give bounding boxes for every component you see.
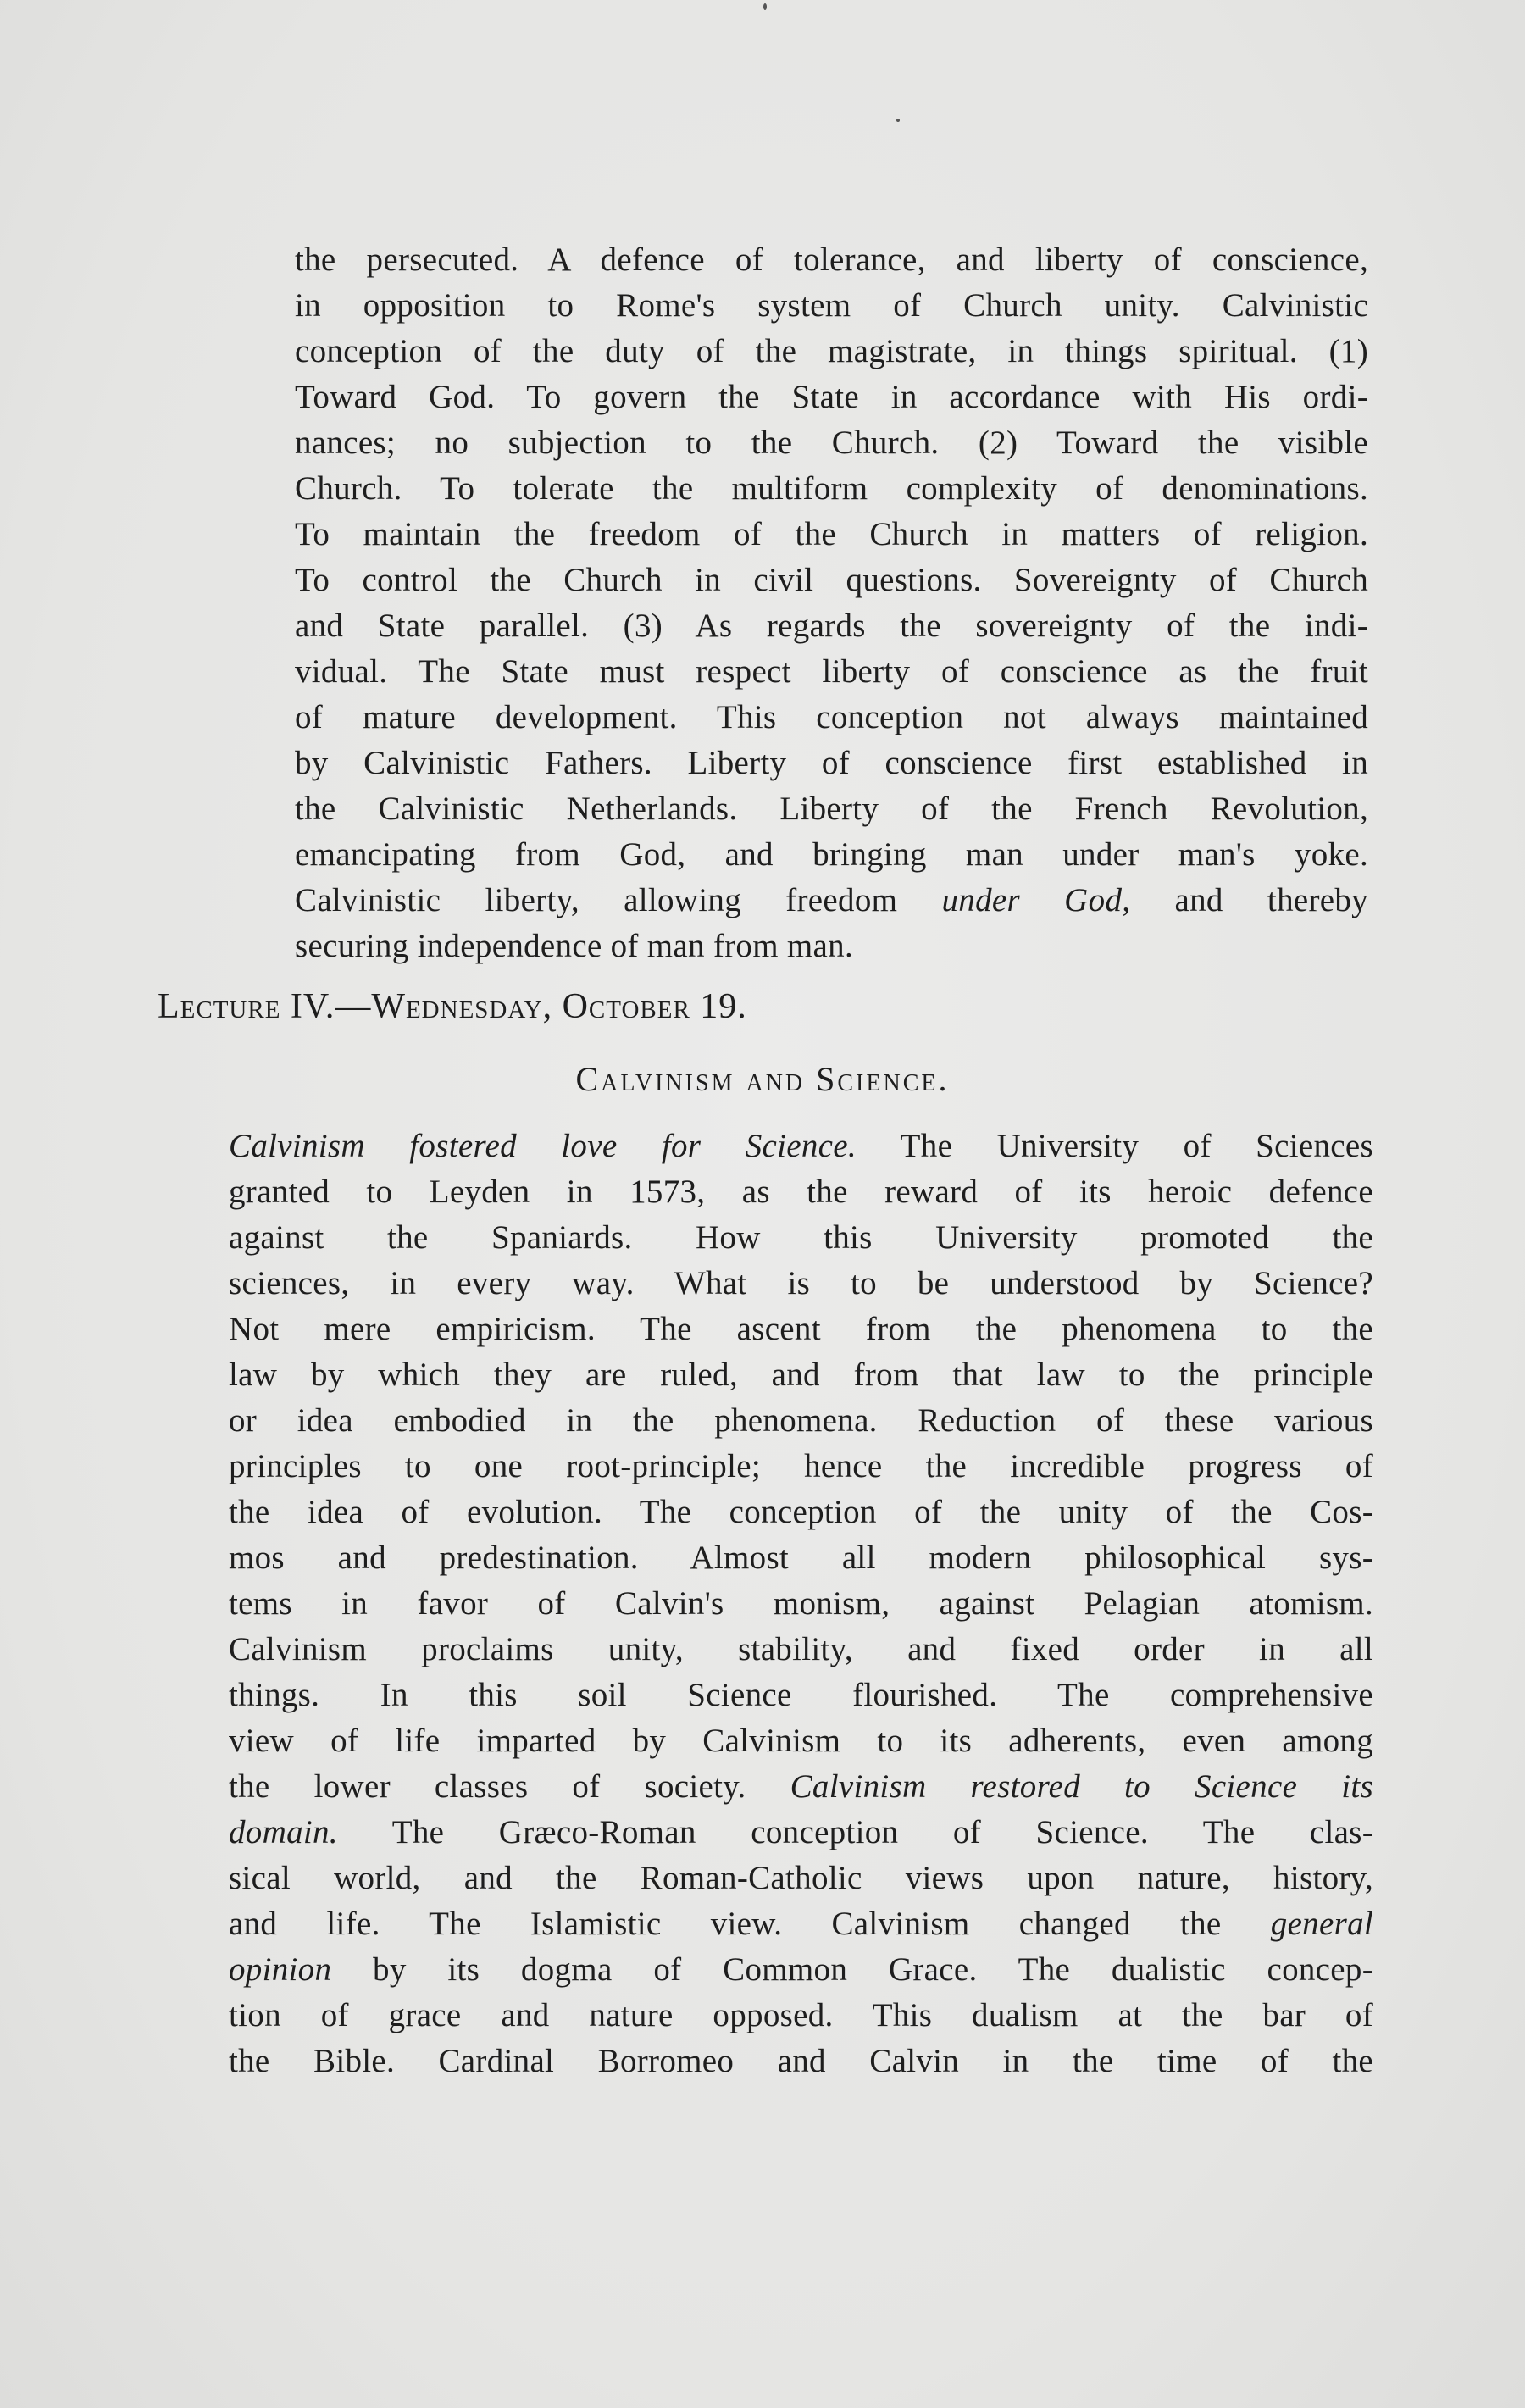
paragraph-persecuted (295, 237, 1368, 969)
text-line: sical world, and the Roman-Catholic views upon nature, history, (229, 1860, 1373, 1896)
text-line: emancipating from God, and bringing man under man's yoke. (295, 836, 1368, 873)
text-line-mixed (229, 1947, 1373, 1993)
text-line: tion of grace and nature opposed. This dualism at the bar of (229, 1997, 1373, 2033)
text-line: To control the Church in civil questions. Sovereignty of Church (295, 562, 1368, 598)
text-line: the Calvinistic Netherlands. Liberty of the French Revolution, (295, 791, 1368, 827)
ink-speck (763, 3, 767, 10)
text-run: by its dogma of Common Grace. The dualistic concep- (373, 1951, 1373, 1988)
paragraph-science (229, 1124, 1373, 2084)
italic-run: Calvinism fostered love for Science. (229, 1128, 857, 1164)
lecture-heading-text: Lecture IV.—Wednesday, October 19. (158, 987, 747, 1026)
text-line: the persecuted. A defence of tolerance, and liberty of conscience, (295, 241, 1368, 278)
text-run: and life. The Islamistic view. Calvinism changed the (229, 1906, 1222, 1942)
lecture-heading (158, 986, 747, 1027)
text-line: sciences, in every way. What is to be understood by Science? (229, 1265, 1373, 1301)
section-title (0, 1059, 1525, 1099)
text-line: law by which they are ruled, and from that law to the principle (229, 1357, 1373, 1393)
text-line: conception of the duty of the magistrate, in things spiritual. (1) (295, 333, 1368, 369)
text-line: or idea embodied in the phenomena. Reduction of these various (229, 1402, 1373, 1439)
italic-run: general (1270, 1906, 1373, 1942)
text-line-mixed (229, 1901, 1373, 1947)
text-line: securing independence of man from man. (295, 928, 853, 964)
ink-speck (896, 119, 900, 122)
text-line-mixed (229, 1810, 1373, 1856)
text-line: Toward God. To govern the State in accordance with His ordi- (295, 379, 1368, 415)
text-line: Not mere empiricism. The ascent from the phenomena to the (229, 1311, 1373, 1347)
text-line-mixed (229, 1124, 1373, 1169)
text-run: Calvinistic liberty, allowing freedom (295, 882, 898, 918)
italic-run: under God, (941, 882, 1131, 918)
text-run: and thereby (1174, 882, 1368, 918)
section-title-text: Calvinism and Science. (575, 1060, 950, 1098)
text-line: tems in favor of Calvin's monism, against Pelagian atomism. (229, 1585, 1373, 1622)
text-line: things. In this soil Science flourished. The comprehensive (229, 1677, 1373, 1713)
text-line: nances; no subjection to the Church. (2) Toward the visible (295, 424, 1368, 461)
text-line: vidual. The State must respect liberty of conscience as the fruit (295, 653, 1368, 690)
text-run: The University of Sciences (900, 1128, 1373, 1164)
text-line: and State parallel. (3) As regards the sovereignty of the indi- (295, 608, 1368, 644)
text-run: the lower classes of society. (229, 1768, 746, 1805)
text-line: the Bible. Cardinal Borromeo and Calvin in the time of the (229, 2043, 1373, 2079)
text-line: against the Spaniards. How this University promoted the (229, 1219, 1373, 1256)
text-line: view of life imparted by Calvinism to its adherents, even among (229, 1723, 1373, 1759)
text-line: the idea of evolution. The conception of the unity of the Cos- (229, 1494, 1373, 1530)
text-line-mixed (229, 1764, 1373, 1810)
italic-run: Calvinism restored to Science its (790, 1768, 1373, 1805)
text-line-mixed (295, 878, 1368, 924)
text-run: The Græco-Roman conception of Science. The clas- (391, 1814, 1373, 1850)
text-line: principles to one root-principle; hence the incredible progress of (229, 1448, 1373, 1484)
text-line: granted to Leyden in 1573, as the reward of its heroic defence (229, 1173, 1373, 1210)
text-line: To maintain the freedom of the Church in matters of religion. (295, 516, 1368, 552)
text-line: Calvinism proclaims unity, stability, and fixed order in all (229, 1631, 1373, 1667)
italic-run: opinion (229, 1951, 332, 1988)
text-line: by Calvinistic Fathers. Liberty of conscience first established in (295, 745, 1368, 781)
text-line: of mature development. This conception not always maintained (295, 699, 1368, 735)
text-line: mos and predestination. Almost all modern philosophical sys- (229, 1540, 1373, 1576)
text-line: in opposition to Rome's system of Church unity. Calvinistic (295, 287, 1368, 324)
italic-run: domain. (229, 1814, 338, 1850)
text-line: Church. To tolerate the multiform complexity of denominations. (295, 470, 1368, 507)
